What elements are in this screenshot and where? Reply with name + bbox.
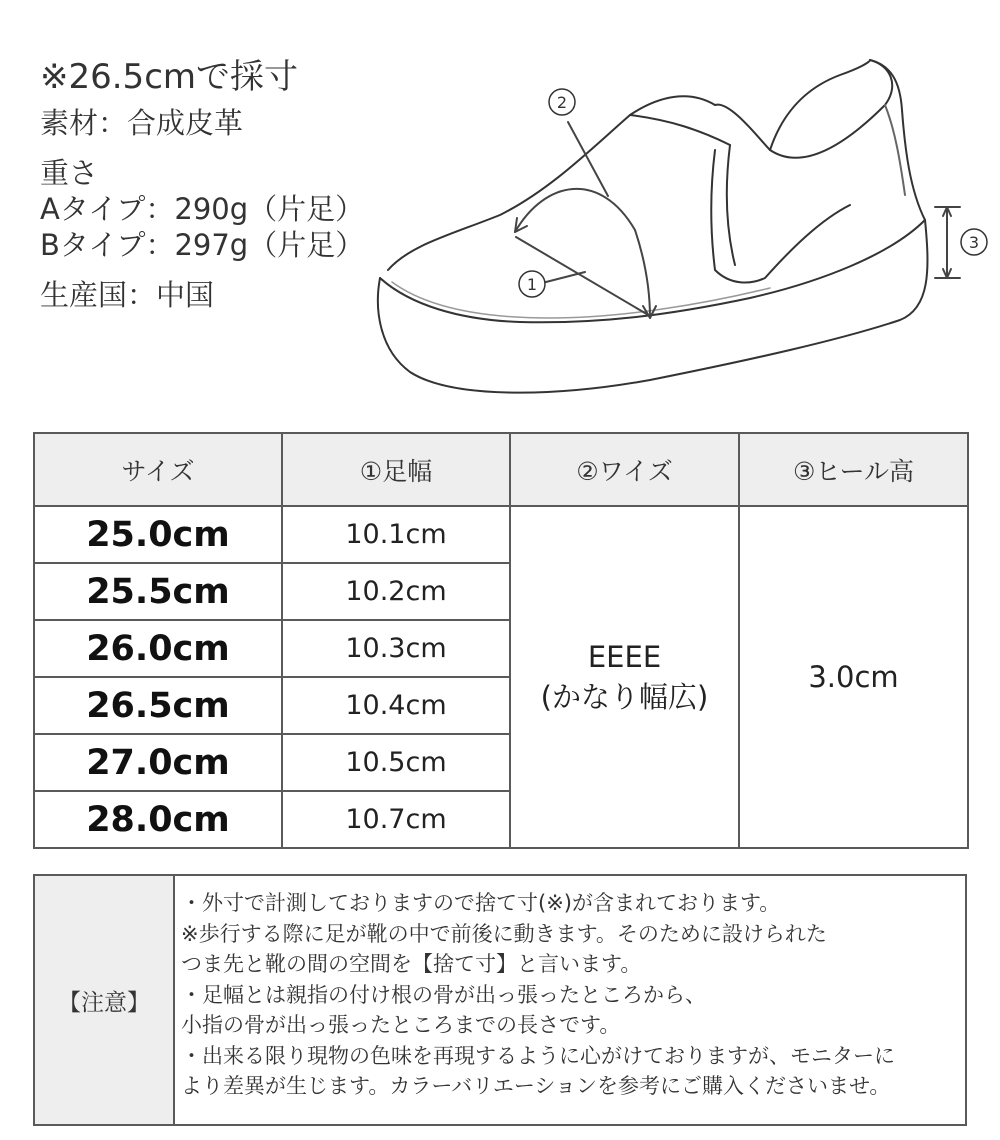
marker-2-label: 2 <box>556 93 568 112</box>
vamp <box>630 115 730 145</box>
weight-b-text: Bタイプ：297g（片足） <box>40 228 365 262</box>
heel-back <box>870 60 925 220</box>
header-foot-width: ①足幅 <box>282 433 510 506</box>
marker-3-label: 3 <box>968 233 980 252</box>
heel-cell: 3.0cm <box>739 506 968 848</box>
measure-note: ※26.5cmで採寸 <box>40 57 299 97</box>
foot-width-cell: 10.2cm <box>282 563 510 620</box>
foot-width-cell: 10.3cm <box>282 620 510 677</box>
foot-width-cell: 10.5cm <box>282 734 510 791</box>
notes-line: ※歩行する際に足が靴の中で前後に動きます。そのために設けられた <box>181 921 827 946</box>
size-cell: 28.0cm <box>34 791 282 848</box>
notes-line: ・外寸で計測しておりますので捨て寸(※)が含まれております。 <box>181 891 781 915</box>
header-heel-height: ③ヒール高 <box>739 433 968 506</box>
foot-width-cell: 10.4cm <box>282 677 510 734</box>
weight-a-text: Aタイプ：290g（片足） <box>40 192 365 226</box>
spec-block <box>40 55 364 313</box>
wise-description: (かなり幅広) <box>540 680 709 714</box>
notes-line: ・出来る限り現物の色味を再現するように心がけておりますが、モニターに <box>181 1043 895 1068</box>
shoe-diagram <box>370 20 1000 410</box>
sole-outline <box>378 220 928 393</box>
notes-heading: 【注意】 <box>35 876 175 1124</box>
size-cell: 25.0cm <box>34 506 282 563</box>
notes-line: より差異が生じます。カラーバリエーションを参考にご購入くださいませ。 <box>181 1074 891 1098</box>
leader-1 <box>546 272 585 282</box>
size-cell: 25.5cm <box>34 563 282 620</box>
header-wise: ②ワイズ <box>510 433 739 506</box>
header-size: サイズ <box>34 433 282 506</box>
size-cell: 27.0cm <box>34 734 282 791</box>
sole-top <box>380 220 925 322</box>
material-text: 素材：合成皮革 <box>40 106 244 140</box>
size-cell: 26.5cm <box>34 677 282 734</box>
wise-value: EEEE <box>587 640 662 674</box>
wise-cell <box>510 506 739 848</box>
size-cell: 26.0cm <box>34 620 282 677</box>
leader-2 <box>568 122 608 196</box>
heel-bracket <box>935 207 960 278</box>
foot-width-cell: 10.1cm <box>282 506 510 563</box>
notes-line: 小指の骨が出っ張ったところまでの長さです。 <box>181 1013 621 1037</box>
side-panel <box>711 150 850 283</box>
table-header-row <box>34 433 968 506</box>
weight-label: 重さ <box>40 156 99 190</box>
origin-text: 生産国：中国 <box>40 278 215 312</box>
notes-box <box>33 874 967 1126</box>
collar <box>715 60 892 158</box>
notes-line: ・足幅とは親指の付け根の骨が出っ張ったところから、 <box>181 982 706 1007</box>
table-row <box>34 506 968 563</box>
measure-arc <box>515 189 650 318</box>
notes-line: つま先と靴の間の空間を【捨て寸】と言います。 <box>181 952 642 976</box>
top-line <box>770 60 870 150</box>
side-panel-edge <box>727 145 735 265</box>
notes-body <box>175 876 965 1124</box>
marker-1-label: 1 <box>526 275 538 294</box>
foot-width-cell: 10.7cm <box>282 791 510 848</box>
size-table <box>33 432 969 849</box>
